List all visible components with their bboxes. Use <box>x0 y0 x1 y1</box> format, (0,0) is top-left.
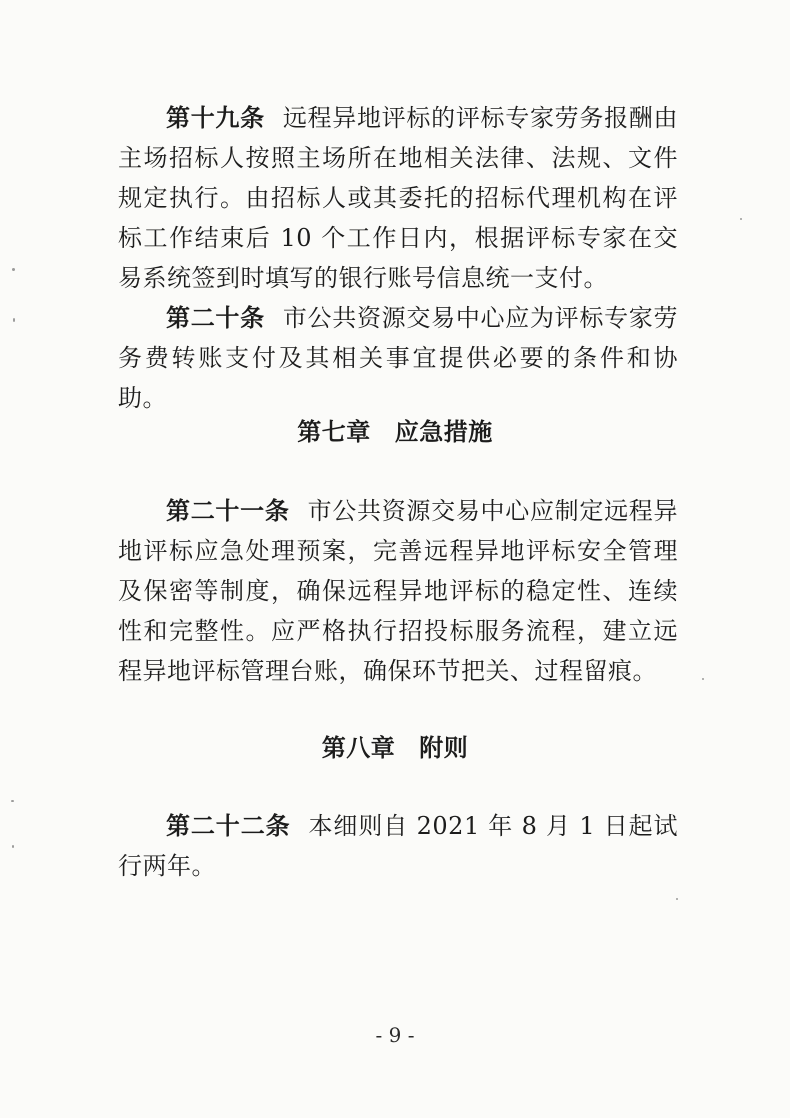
scan-speck <box>740 218 742 220</box>
chapter-8-number: 第八章 <box>321 734 396 762</box>
article-19-label: 第十九条 <box>166 104 265 132</box>
article-22-paragraph <box>118 806 678 886</box>
article-22-text: 本细则自 2021 年 8 月 1 日起试行两年。 <box>118 812 679 880</box>
article-21-text: 市公共资源交易中心应制定远程异地评标应急处理预案，完善远程异地评标安全管理及保密等制度，确保远程异地评标的稳定性、连续性和完整性。应严格执行招投标服务流程，建立远程异地评标管理台账，确保环节把关、过程留痕。 <box>118 497 679 685</box>
article-21-label: 第二十一条 <box>166 497 290 525</box>
chapter-7-title: 应急措施 <box>394 418 493 446</box>
scan-speck <box>13 318 15 322</box>
article-20-text: 市公共资源交易中心应为评标专家劳务费转账支付及其相关事宜提供必要的条件和协助。 <box>118 304 679 412</box>
article-21-paragraph <box>118 491 678 691</box>
scan-speck <box>12 268 15 271</box>
article-19-paragraph <box>118 98 678 298</box>
article-19-text: 远程异地评标的评标专家劳务报酬由主场招标人按照主场所在地相关法律、法规、文件规定执行。由招标人或其委托的招标代理机构在评标工作结束后 10 个工作日内，根据评标专家在交易系统签到时填写的银行账号信息统一支付。 <box>118 104 679 292</box>
article-20-paragraph <box>118 298 678 418</box>
scan-speck <box>11 800 14 802</box>
chapter-7-number: 第七章 <box>297 418 371 446</box>
article-20-label: 第二十条 <box>166 304 265 332</box>
chapter-8-title: 附则 <box>419 734 469 762</box>
page-number: - 9 - <box>375 1023 415 1047</box>
scan-speck <box>676 898 678 900</box>
chapter-7-heading <box>0 412 790 452</box>
chapter-8-heading <box>0 728 790 768</box>
scan-speck <box>702 678 704 680</box>
scan-speck <box>12 845 14 848</box>
article-22-label: 第二十二条 <box>166 812 291 840</box>
